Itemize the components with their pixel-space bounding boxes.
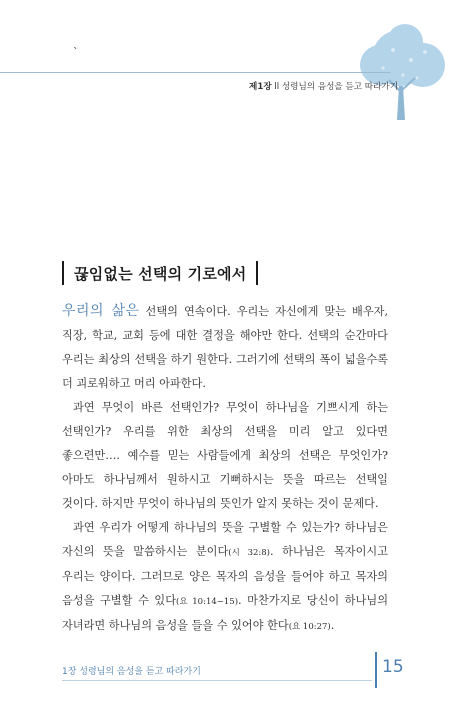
chapter-label: 제1장: [249, 82, 272, 92]
heading-right-bar: [256, 261, 258, 285]
body-text: [62, 299, 388, 639]
paragraph-3-part-d: .: [330, 619, 335, 632]
paragraph-3: [62, 516, 388, 639]
paragraph-3-part-b: . 하나님은 목자이시고 우리는 양이다. 그러므로 양은 목자의 음성을 들어야 하고 목자의 음성을 구별할 수 있다: [62, 545, 389, 607]
scripture-reference: (시 32:8): [228, 548, 270, 558]
scripture-reference: (요 10:14~15): [176, 597, 239, 607]
paragraph-3-part-c: . 마찬가지로 당신이 하나님의 자녀라면 하나님의 음성을 들을 수 있어야 한다: [62, 594, 389, 632]
footer-running-title: 1장 성령님의 음성을 듣고 따라가기: [62, 667, 201, 677]
lead-phrase: 우리의 삶은: [62, 303, 140, 319]
footer-bar: [375, 652, 377, 688]
paragraph-1-text: 선택의 연속이다. 우리는 자신에게 맞는 배우자, 직장, 학교, 교회 등에 대한 결정을 해야만 한다. 선택의 순간마다 우리는 최상의 선택을 하기 원한다. 그러기에 선택의 폭이 넓을수록 더 괴로워하고 머리 아파한다.: [62, 305, 388, 390]
section-title: 끊임없는 선택의 기로에서: [74, 264, 247, 283]
footer-rule: [62, 680, 372, 681]
scripture-reference: (요 10:27): [288, 622, 331, 632]
tree-illustration: [345, 20, 450, 120]
running-header: [249, 80, 398, 92]
paragraph-3-part-a: 과연 우리가 어떻게 하나님의 뜻을 구별할 수 있는가? 하나님은 자신의 뜻을 말씀하시는 분이다: [62, 521, 388, 558]
header-rule: [0, 72, 390, 73]
page-number: 15: [382, 657, 404, 677]
header-mark: `: [73, 46, 79, 59]
paragraph-1: [62, 299, 388, 396]
paragraph-2: 과연 무엇이 바른 선택인가? 무엇이 하나님을 기쁘시게 하는 선택인가? 우리를 위한 최상의 선택을 미리 알고 있다면 좋으련만…. 예수를 믿는 사람들에게 최상의 선택은 무엇인가? 아마도 하나님께서 원하시고 기뻐하시는 뜻을 따르는 선택일 것이다. 하지만 무엇이 하나님의 뜻인가 알지 못하는 것이 문제다.: [62, 401, 388, 510]
section-heading: [62, 260, 258, 286]
heading-left-bar: [62, 261, 64, 285]
chapter-title: ll 성령님의 음성을 듣고 따라가기: [271, 82, 398, 92]
